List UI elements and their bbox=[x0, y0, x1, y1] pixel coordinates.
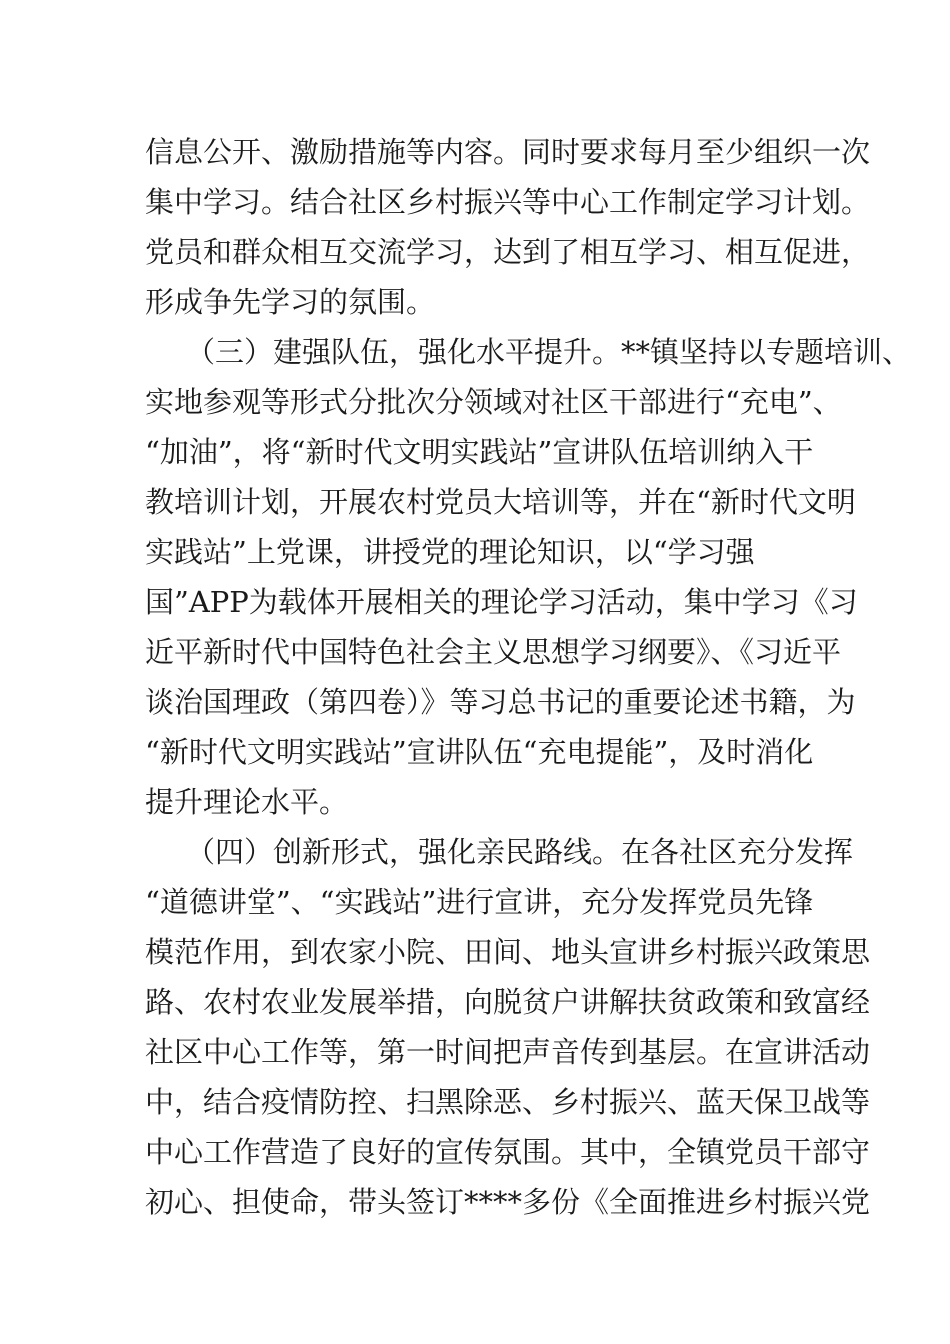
text-line: 信息公开、激励措施等内容。同时要求每月至少组织一次 bbox=[145, 135, 871, 169]
text-line: 实践站”上党课，讲授党的理论知识，以“学习强 bbox=[145, 535, 755, 569]
text-line: 国”APP为载体开展相关的理论学习活动，集中学习《习 bbox=[145, 585, 858, 619]
text-line: 集中学习。结合社区乡村振兴等中心工作制定学习计划。 bbox=[145, 185, 871, 219]
text-line: “加油”，将“新时代文明实践站”宣讲队伍培训纳入干 bbox=[145, 435, 814, 469]
text-line: 路、农村农业发展举措，向脱贫户讲解扶贫政策和致富经 bbox=[145, 985, 871, 1019]
text-line: “新时代文明实践站”宣讲队伍“充电提能”，及时消化 bbox=[145, 735, 814, 769]
text-line: 中心工作营造了良好的宣传氛围。其中，全镇党员干部守 bbox=[145, 1135, 871, 1169]
text-line: 中，结合疫情防控、扫黑除恶、乡村振兴、蓝天保卫战等 bbox=[145, 1085, 871, 1119]
text-line: “道德讲堂”、“实践站”进行宣讲，充分发挥党员先锋 bbox=[145, 885, 814, 919]
text-line: （四）创新形式，强化亲民路线。在各社区充分发挥 bbox=[186, 835, 854, 869]
text-line: 实地参观等形式分批次分领域对社区干部进行“充电”、 bbox=[145, 385, 842, 419]
text-line: 谈治国理政（第四卷）》等习总书记的重要论述书籍，为 bbox=[145, 685, 856, 719]
text-line: 社区中心工作等，第一时间把声音传到基层。在宣讲活动 bbox=[145, 1035, 871, 1069]
text-line: 形成争先学习的氛围。 bbox=[145, 285, 436, 319]
text-line: 模范作用，到农家小院、田间、地头宣讲乡村振兴政策思 bbox=[145, 935, 871, 969]
text-line: （三）建强队伍，强化水平提升。**镇坚持以专题培训、 bbox=[186, 335, 912, 369]
text-line: 教培训计划，开展农村党员大培训等，并在“新时代文明 bbox=[145, 485, 856, 519]
text-line: 近平新时代中国特色社会主义思想学习纲要》、《习近平 bbox=[145, 635, 842, 669]
text-line: 党员和群众相互交流学习，达到了相互学习、相互促进， bbox=[145, 235, 871, 269]
text-line: 提升理论水平。 bbox=[145, 785, 349, 819]
text-line: 初心、担使命，带头签订****多份《全面推进乡村振兴党 bbox=[145, 1185, 871, 1219]
